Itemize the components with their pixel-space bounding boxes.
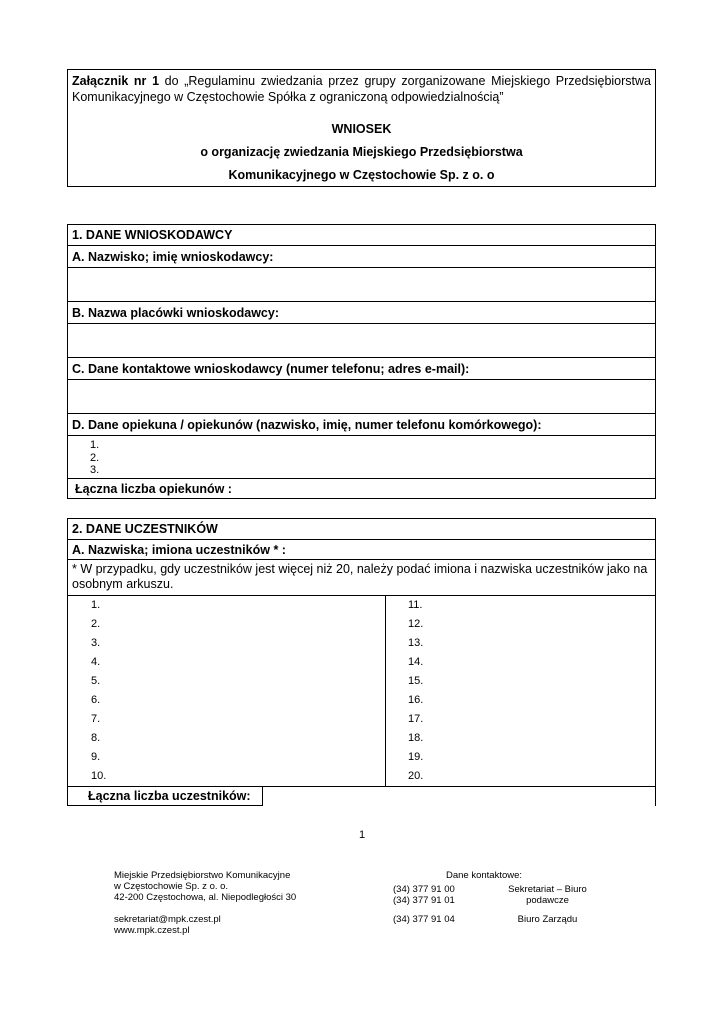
participant-number: 20. bbox=[408, 770, 424, 782]
form-subtitle-1: o organizację zwiedzania Miejskiego Przedsiębiorstwa bbox=[200, 145, 523, 159]
section-participants bbox=[67, 518, 656, 806]
attachment-intro bbox=[68, 70, 655, 105]
footer-departments bbox=[500, 884, 595, 925]
participant-number: 7. bbox=[91, 713, 101, 725]
institution-name-field[interactable] bbox=[67, 324, 656, 358]
participants-total-row bbox=[67, 787, 656, 806]
footer-company-line: 42-200 Częstochowa, al. Niepodległości 30 bbox=[114, 892, 297, 903]
footer-phone: (34) 377 91 01 bbox=[393, 895, 455, 906]
participant-number: 12. bbox=[408, 618, 424, 630]
form-header bbox=[67, 69, 656, 187]
participants-note: * W przypadku, gdy uczestników jest więcej niż 20, należy podać imiona i nazwiska uczestników jako na osobnym arkuszu. bbox=[67, 560, 656, 596]
guardian-item: 2. bbox=[90, 451, 100, 464]
participant-number: 19. bbox=[408, 751, 424, 763]
footer-website[interactable]: www.mpk.czest.pl bbox=[114, 925, 190, 936]
participants-total-field[interactable] bbox=[263, 787, 656, 806]
guardians-total: Łączna liczba opiekunów : bbox=[67, 479, 656, 499]
participant-number: 17. bbox=[408, 713, 424, 725]
participant-number: 6. bbox=[91, 694, 101, 706]
participant-number: 9. bbox=[91, 751, 101, 763]
institution-name-label: B. Nazwa placówki wnioskodawcy: bbox=[67, 302, 656, 324]
participants-grid bbox=[67, 596, 656, 787]
footer-phones bbox=[393, 884, 455, 925]
participants-column-left[interactable] bbox=[68, 596, 386, 786]
applicant-name-field[interactable] bbox=[67, 268, 656, 302]
participant-number: 10. bbox=[91, 770, 107, 782]
applicant-name-label: A. Nazwisko; imię wnioskodawcy: bbox=[67, 246, 656, 268]
participant-number: 11. bbox=[408, 599, 423, 611]
form-subtitle-2: Komunikacyjnego w Częstochowie Sp. z o. o bbox=[228, 168, 495, 182]
section2-heading: 2. DANE UCZESTNIKÓW bbox=[67, 518, 656, 540]
participant-number: 5. bbox=[91, 675, 101, 687]
footer-department: podawcze bbox=[526, 895, 569, 906]
footer-company bbox=[114, 870, 296, 936]
footer-contact-title: Dane kontaktowe: bbox=[446, 870, 523, 881]
participant-number: 13. bbox=[408, 637, 424, 649]
footer-company-line: w Częstochowie Sp. z o. o. bbox=[114, 881, 229, 892]
footer-department: Sekretariat – Biuro bbox=[508, 884, 587, 895]
participant-number: 16. bbox=[408, 694, 424, 706]
participant-number: 3. bbox=[91, 637, 101, 649]
footer-phone: (34) 377 91 00 bbox=[393, 884, 455, 895]
participants-label: A. Nazwiska; imiona uczestników * : bbox=[67, 540, 656, 560]
participant-number: 1. bbox=[91, 599, 101, 611]
section-applicant bbox=[67, 224, 656, 499]
guardian-item: 3. bbox=[90, 464, 100, 476]
attachment-label: Załącznik nr 1 bbox=[72, 74, 160, 88]
participant-number: 2. bbox=[91, 618, 101, 630]
footer-department: Biuro Zarządu bbox=[517, 914, 578, 925]
participant-number: 14. bbox=[408, 656, 424, 668]
form-title: WNIOSEK bbox=[331, 122, 392, 136]
guardians-list[interactable] bbox=[67, 436, 656, 479]
guardians-label: D. Dane opiekuna / opiekunów (nazwisko, imię, numer telefonu komórkowego): bbox=[67, 414, 656, 436]
section1-heading: 1. DANE WNIOSKODAWCY bbox=[67, 224, 656, 246]
footer-email[interactable]: sekretariat@mpk.czest.pl bbox=[114, 914, 221, 925]
footer-company-line: Miejskie Przedsiębiorstwo Komunikacyjne bbox=[114, 870, 291, 881]
page-number: 1 bbox=[358, 829, 366, 841]
contact-data-field[interactable] bbox=[67, 380, 656, 414]
guardian-item: 1. bbox=[90, 439, 100, 451]
participant-number: 4. bbox=[91, 656, 101, 668]
contact-data-label: C. Dane kontaktowe wnioskodawcy (numer telefonu; adres e-mail): bbox=[67, 358, 656, 380]
participants-column-right[interactable] bbox=[386, 596, 655, 786]
participant-number: 18. bbox=[408, 732, 424, 744]
footer-phone: (34) 377 91 04 bbox=[393, 914, 455, 925]
participants-total-label: Łączna liczba uczestników: bbox=[67, 787, 263, 806]
participant-number: 15. bbox=[408, 675, 424, 687]
attachment-text: do „Regulaminu zwiedzania przez grupy zorganizowane Miejskiego Przedsiębiorstwa Komunikacyjnego w Częstochowie Spółka z ograniczoną odpowiedzialnością” bbox=[72, 74, 651, 104]
participant-number: 8. bbox=[91, 732, 101, 744]
